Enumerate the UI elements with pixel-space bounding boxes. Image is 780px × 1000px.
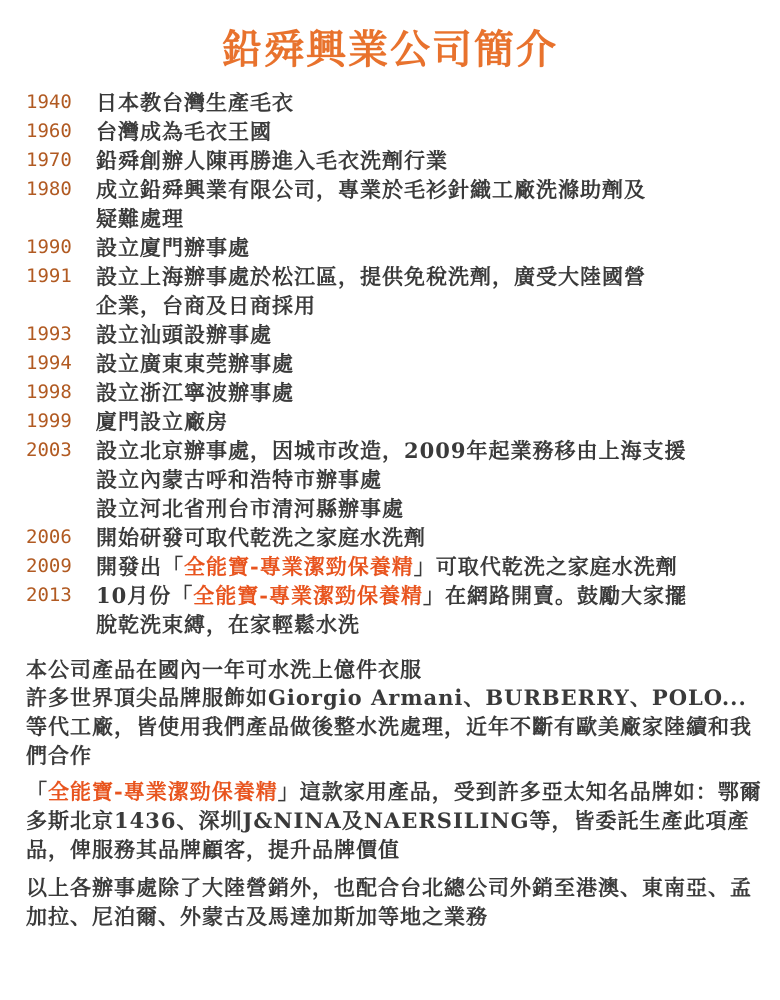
timeline-continuation: 設立內蒙古呼和浩特市辦事處 [96,467,382,492]
timeline-row [26,233,766,262]
timeline-year: 1999 [26,410,72,432]
timeline-row [26,349,766,378]
timeline-row [26,146,766,175]
timeline-continuation: 企業，台商及日商採用 [96,293,316,318]
timeline-continuation: 設立河北省刑台市清河縣辦事處 [96,496,404,521]
timeline-row [26,262,766,291]
timeline-row [26,552,766,581]
timeline-year: 1960 [26,120,72,142]
timeline-year: 1993 [26,323,72,345]
timeline-year: 2003 [26,439,72,461]
text-segment: 「 [26,779,48,804]
timeline-year: 2009 [26,555,72,577]
timeline-year: 2006 [26,526,72,548]
timeline-year: 1994 [26,352,72,374]
timeline-year: 1990 [26,236,72,258]
timeline-continuation: 疑難處理 [96,206,184,231]
text-segment: 開發出「 [96,554,184,579]
timeline-year: 1970 [26,149,72,171]
paragraph-product [26,777,766,864]
timeline [26,88,766,639]
text-segment: 」可取代乾洗之家庭水洗劑 [413,554,678,579]
timeline-year: 1940 [26,91,72,113]
timeline-text: 鉛舜創辦人陳再勝進入毛衣洗劑行業 [96,148,448,173]
timeline-text: 廈門設立廠房 [96,409,228,434]
timeline-text [96,581,766,610]
timeline-text: 設立廣東東莞辦事處 [96,351,294,376]
timeline-row [26,523,766,552]
timeline-row [26,378,766,407]
product-name-highlight: 全能寶-專業潔勁保養精 [184,554,414,579]
paragraph-brands: 許多世界頂尖品牌服飾如Giorgio Armani、BURBERRY、POLO...等代工廠，皆使用我們產品做後整水洗處理，近年不斷有歐美廠家陸續和我們合作 [26,685,752,768]
timeline-text: 設立浙江寧波辦事處 [96,380,294,405]
product-name-highlight: 全能寶-專業潔勁保養精 [48,779,278,804]
timeline-row [26,175,766,204]
timeline-year: 1980 [26,178,72,200]
timeline-year: 1998 [26,381,72,403]
timeline-text: 設立北京辦事處，因城市改造，2009年起業務移由上海支援 [96,438,687,463]
text-segment: 10月份「 [96,583,194,608]
paragraph-export: 以上各辦事處除了大陸營銷外，也配合台北總公司外銷至港澳、東南亞、孟加拉、尼泊爾、外蒙古及馬達加斯加等地之業務 [26,875,752,929]
timeline-row [26,88,766,117]
timeline-year: 1991 [26,265,72,287]
text-segment: 」這款家用產品，受到許多亞太知名品牌如：鄂爾多斯北京1436、深圳J&NINA及NAERSILING等，皆委託生產此項產品，俾服務其品牌顧客，提升品牌價值 [26,779,762,862]
page-title: 鉛舜興業公司簡介 [222,26,558,73]
product-name-highlight: 全能寶-專業潔勁保養精 [193,583,423,608]
timeline-row [26,117,766,146]
text-segment: 」在網路開賣。鼓勵大家擺 [422,583,687,608]
timeline-row [26,436,766,465]
timeline-text [96,552,766,581]
timeline-row [26,407,766,436]
timeline-row [26,581,766,610]
timeline-text: 設立廈門辦事處 [96,235,250,260]
timeline-text: 開始研發可取代乾洗之家庭水洗劑 [96,525,426,550]
timeline-continuation: 脫乾洗束縛，在家輕鬆水洗 [96,612,360,637]
timeline-text: 設立上海辦事處於松江區，提供免稅洗劑，廣受大陸國營 [96,264,646,289]
timeline-text: 設立汕頭設辦事處 [96,322,272,347]
timeline-row [26,320,766,349]
timeline-text: 日本教台灣生產毛衣 [96,90,294,115]
timeline-year: 2013 [26,584,72,606]
paragraph-capacity: 本公司產品在國內一年可水洗上億件衣服 [26,657,422,682]
timeline-text: 成立鉛舜興業有限公司，專業於毛衫針織工廠洗滌助劑及 [96,177,646,202]
timeline-text: 台灣成為毛衣王國 [96,119,272,144]
